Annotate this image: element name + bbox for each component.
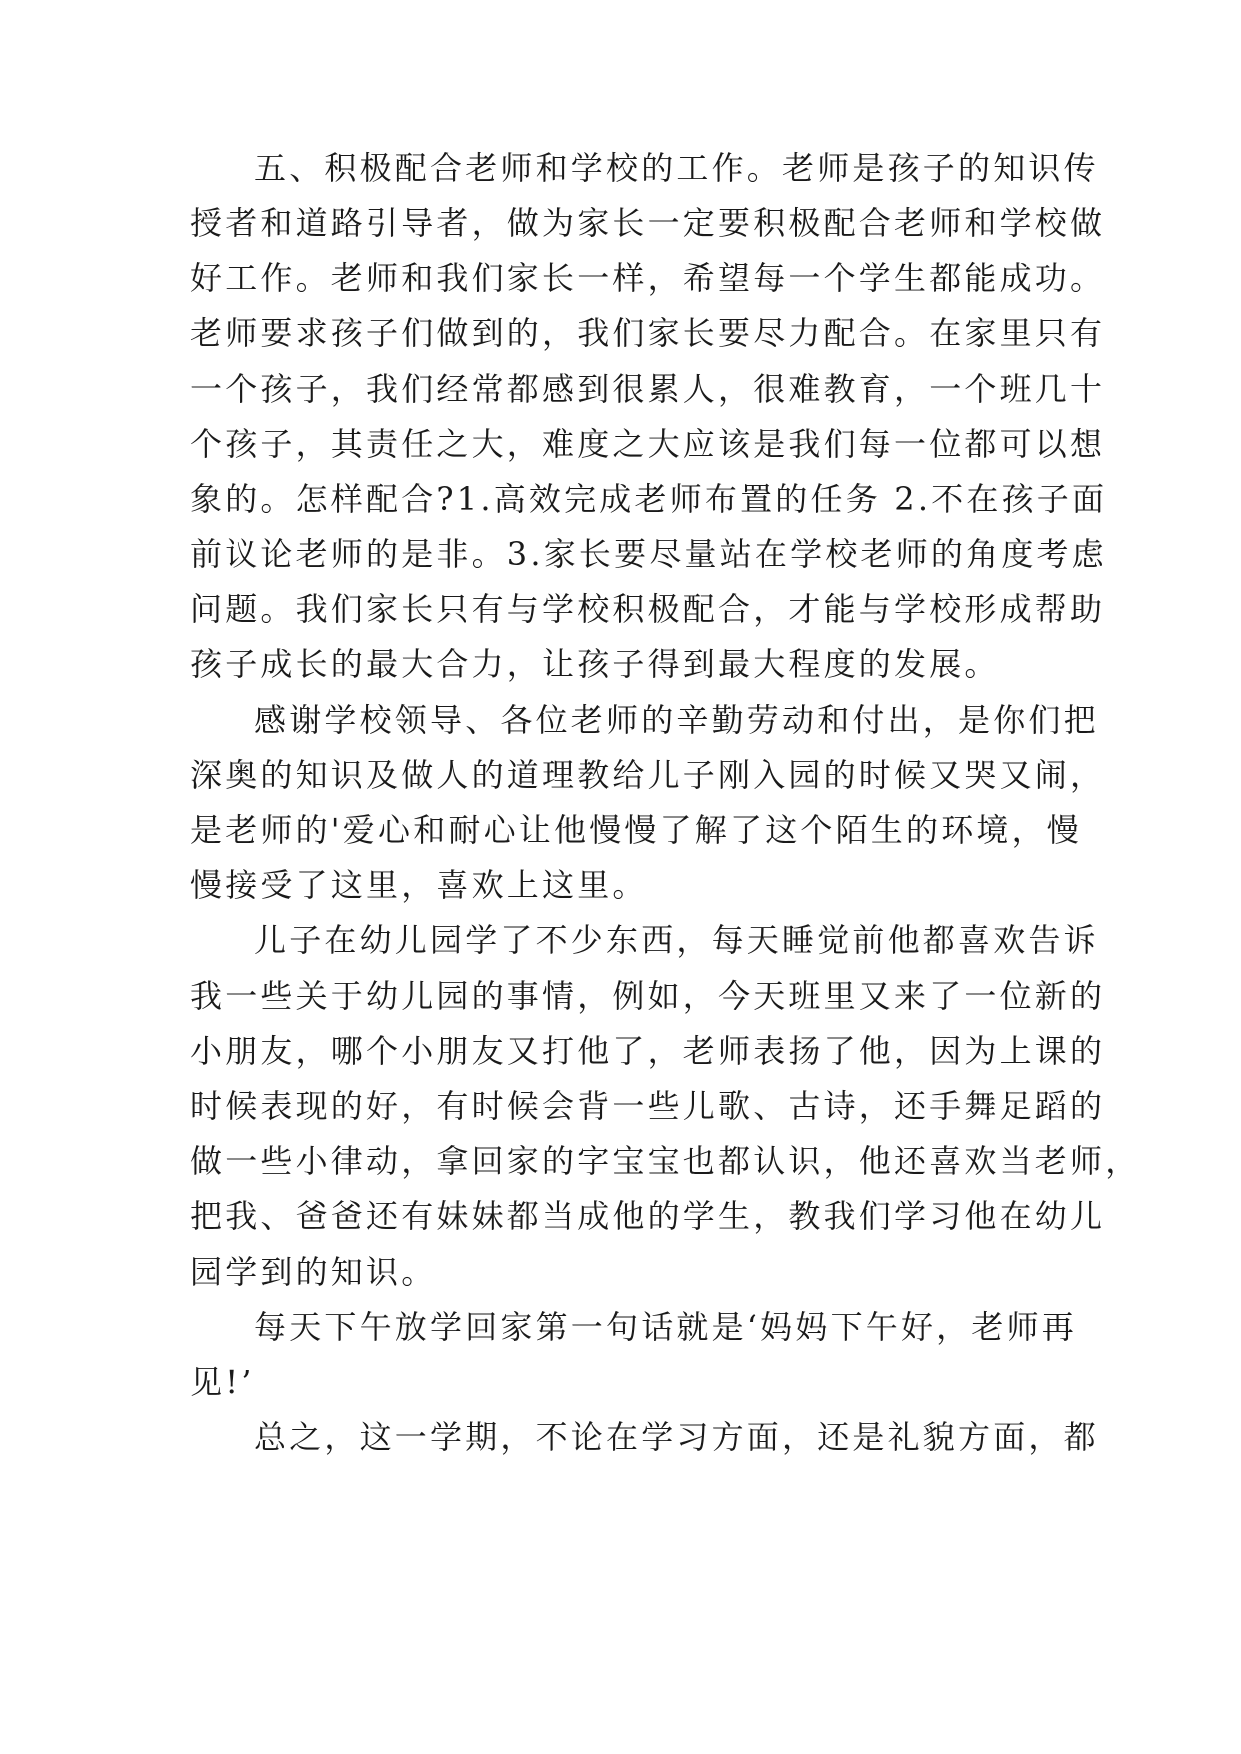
paragraph-3-line-2: 我一些关于幼儿园的事情，例如，今天班里又来了一位新的 — [190, 977, 1106, 1015]
paragraph-2-line-4: 慢接受了这里，喜欢上这里。 — [190, 866, 648, 904]
paragraph-2-line-1: 感谢学校领导、各位老师的辛勤劳动和付出，是你们把 — [254, 701, 1099, 739]
paragraph-1-line-3: 好工作。老师和我们家长一样，希望每一个学生都能成功。 — [190, 259, 1106, 297]
paragraph-1-line-2: 授者和道路引导者，做为家长一定要积极配合老师和学校做 — [190, 204, 1106, 242]
paragraph-4-line-1: 每天下午放学回家第一句话就是‘妈妈下午好，老师再 — [254, 1308, 1077, 1346]
paragraph-3-line-4: 时候表现的好，有时候会背一些儿歌、古诗，还手舞足蹈的 — [190, 1087, 1106, 1125]
paragraph-1-line-8: 前议论老师的是非。3.家长要尽量站在学校老师的角度考虑 — [190, 535, 1107, 573]
paragraph-4-line-2: 见!’ — [190, 1363, 255, 1401]
paragraph-1-line-9: 问题。我们家长只有与学校积极配合，才能与学校形成帮助 — [190, 590, 1106, 628]
paragraph-1-line-5: 一个孩子，我们经常都感到很累人，很难教育，一个班几十 — [190, 370, 1106, 408]
paragraph-1-line-6: 个孩子，其责任之大，难度之大应该是我们每一位都可以想 — [190, 425, 1106, 463]
paragraph-5-line-1: 总之，这一学期，不论在学习方面，还是礼貌方面，都 — [254, 1418, 1099, 1456]
paragraph-3-line-5: 做一些小律动，拿回家的字宝宝也都认识，他还喜欢当老师， — [190, 1142, 1141, 1180]
paragraph-3-line-6: 把我、爸爸还有妹妹都当成他的学生，教我们学习他在幼儿 — [190, 1197, 1106, 1235]
paragraph-1-line-7: 象的。怎样配合?1.高效完成老师布置的任务 2.不在孩子面 — [190, 480, 1108, 518]
paragraph-3-line-1: 儿子在幼儿园学了不少东西，每天睡觉前他都喜欢告诉 — [254, 921, 1099, 959]
paragraph-2-line-3: 是老师的'爱心和耐心让他慢慢了解了这个陌生的环境，慢 — [190, 811, 1082, 849]
paragraph-1-line-1: 五、积极配合老师和学校的工作。老师是孩子的知识传 — [254, 149, 1099, 187]
paragraph-2-line-2: 深奥的知识及做人的道理教给儿子刚入园的时候又哭又闹， — [190, 756, 1106, 794]
paragraph-3-line-7: 园学到的知识。 — [190, 1253, 437, 1291]
paragraph-1-line-4: 老师要求孩子们做到的，我们家长要尽力配合。在家里只有 — [190, 314, 1106, 352]
paragraph-1-line-10: 孩子成长的最大合力，让孩子得到最大程度的发展。 — [190, 645, 1000, 683]
paragraph-3-line-3: 小朋友，哪个小朋友又打他了，老师表扬了他，因为上课的 — [190, 1032, 1106, 1070]
